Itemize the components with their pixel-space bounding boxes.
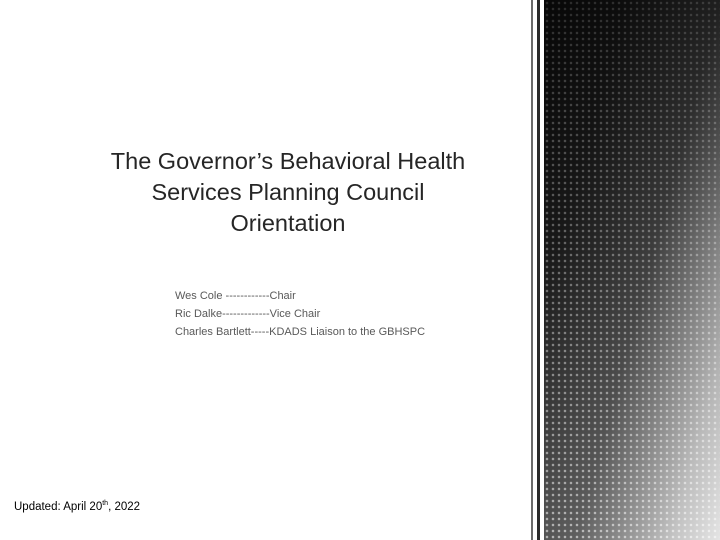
- updated-ordinal: th: [102, 500, 109, 508]
- title-line-3: Orientation: [230, 210, 346, 236]
- updated-suffix: , 2022: [108, 501, 141, 513]
- title-line-2: Services Planning Council: [151, 179, 425, 205]
- member-chair: Wes Cole ------------Chair: [175, 290, 296, 302]
- slide-title: [60, 146, 516, 239]
- council-members-list: [175, 287, 425, 341]
- member-liaison: Charles Bartlett-----KDADS Liaison to the GBHSPC: [175, 326, 426, 338]
- panel-dot-pattern: [544, 0, 720, 540]
- decorative-stripe-thin: [531, 0, 533, 540]
- decorative-mesh-panel: [544, 0, 720, 540]
- updated-prefix: Updated: April 20: [14, 501, 103, 513]
- updated-date: [14, 501, 140, 513]
- member-vice-chair: Ric Dalke-------------Vice Chair: [175, 308, 321, 320]
- title-line-1: The Governor’s Behavioral Health: [110, 148, 466, 174]
- decorative-stripe-dark: [537, 0, 540, 540]
